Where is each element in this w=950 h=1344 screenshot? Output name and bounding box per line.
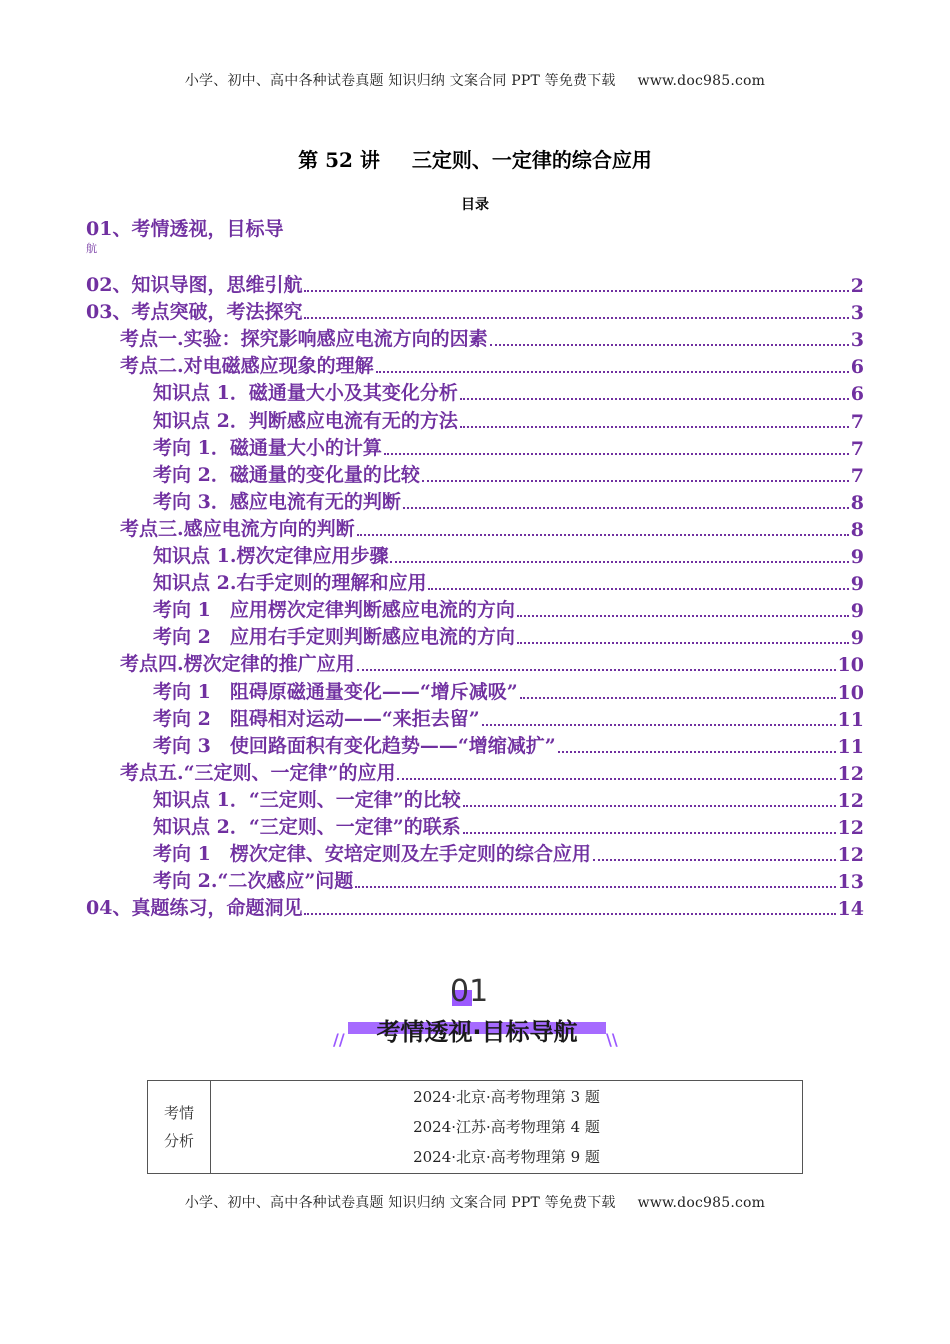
toc-entry-text: 考向 2 应用右手定则判断感应电流的方向: [153, 626, 515, 649]
toc-entry-page: 10: [837, 681, 864, 704]
toc-entry-text: 考向 1 阻碍原磁通量变化——“增斥减吸”: [153, 680, 518, 703]
lecture-number: 第 52 讲: [298, 148, 380, 172]
toc-entry[interactable]: [86, 595, 864, 622]
toc-entry[interactable]: [86, 433, 864, 460]
toc-entry-page: 9: [850, 573, 864, 596]
header-text: 小学、初中、高中各种试卷真题 知识归纳 文案合同 PPT 等免费下载: [184, 73, 616, 89]
toc-entry-text: 知识点 2．判断感应电流有无的方法: [153, 409, 458, 432]
toc-entry[interactable]: [86, 405, 864, 432]
exam-analysis-table: [147, 1080, 803, 1174]
toc-entry-page: 6: [850, 356, 864, 379]
toc-entry[interactable]: [86, 893, 864, 920]
toc-entry-page: 9: [850, 627, 864, 650]
toc-entry[interactable]: [86, 704, 864, 731]
toc-entry-page: 7: [850, 437, 864, 460]
toc-entry-text: 考点一.实验：探究影响感应电流方向的因素: [120, 328, 488, 351]
page-header: [0, 70, 950, 90]
toc-entry[interactable]: [86, 324, 864, 351]
toc-entry-text: 知识点 1．“三定则、一定律”的比较: [153, 788, 461, 811]
toc-entry-text: 04、真题练习，命题洞见: [86, 897, 303, 920]
toc-entry[interactable]: [86, 460, 864, 487]
analysis-label-cell: [148, 1081, 211, 1174]
toc-entry-text: 知识点 1．磁通量大小及其变化分析: [153, 382, 458, 405]
footer-text: 小学、初中、高中各种试卷真题 知识归纳 文案合同 PPT 等免费下载: [184, 1195, 616, 1211]
toc-entry-text: 考向 1 楞次定律、安培定则及左手定则的综合应用: [153, 843, 591, 866]
section-title: 考情透视·目标导航: [376, 1018, 578, 1046]
toc-entry[interactable]: [86, 839, 864, 866]
toc-entry-page: 11: [837, 735, 864, 758]
toc-entry[interactable]: [86, 676, 864, 703]
toc-entry-page: 12: [837, 789, 864, 812]
toc-entry-text: 知识点 1.楞次定律应用步骤: [153, 545, 389, 568]
toc-entry-page: 12: [837, 844, 864, 867]
toc-entry-text: 考向 2.“二次感应”问题: [153, 870, 354, 893]
toc-entry-text: 考点三.感应电流方向的判断: [120, 517, 355, 540]
toc-entry-01-wrap[interactable]: 航: [86, 242, 97, 255]
section-banner: [0, 974, 950, 1054]
toc-entry-page: 8: [850, 491, 864, 514]
toc-entry[interactable]: [86, 541, 864, 568]
toc-entry[interactable]: [86, 568, 864, 595]
toc-entry[interactable]: [86, 270, 864, 297]
toc-entry-page: 8: [850, 518, 864, 541]
toc-entry[interactable]: [86, 351, 864, 378]
toc-entry[interactable]: [86, 514, 864, 541]
toc-entry-page: 7: [850, 410, 864, 433]
toc-entry-page: 9: [850, 546, 864, 569]
analysis-label-line2: 分析: [163, 1132, 194, 1150]
toc-entry-page: 2: [850, 275, 864, 298]
toc-entry[interactable]: [86, 812, 864, 839]
toc-entry-page: 3: [850, 329, 864, 352]
toc-entry[interactable]: [86, 622, 864, 649]
toc-entry-text: 考向 2 阻碍相对运动——“来拒去留”: [153, 707, 480, 730]
toc-entry[interactable]: [86, 758, 864, 785]
toc-entry-page: 11: [837, 708, 864, 731]
lecture-name: 三定则、一定律的综合应用: [411, 148, 652, 172]
toc-entry-text: 知识点 2．“三定则、一定律”的联系: [153, 815, 461, 838]
slash-decoration-right: \\: [606, 1030, 618, 1049]
toc-entry[interactable]: [86, 297, 864, 324]
toc-entry[interactable]: [86, 649, 864, 676]
exam-item: 2024·北京·高考物理第 9 题: [413, 1148, 600, 1166]
toc-entry-text: 考向 1．磁通量大小的计算: [153, 436, 382, 459]
toc-entry-page: 3: [850, 302, 864, 325]
toc-entry[interactable]: [86, 785, 864, 812]
toc-entry[interactable]: [86, 487, 864, 514]
toc-entry-text: 03、考点突破，考法探究: [86, 301, 303, 324]
toc-heading: 目录: [461, 197, 489, 213]
section-number: 01: [450, 974, 489, 1009]
header-url[interactable]: www.doc985.com: [637, 73, 766, 89]
toc-entry-page: 14: [837, 898, 864, 921]
toc-entry[interactable]: [86, 378, 864, 405]
page-footer: [0, 1192, 950, 1212]
toc-entry-page: 13: [837, 871, 864, 894]
toc-entry[interactable]: [86, 731, 864, 758]
toc-entry-text: 考向 1 应用楞次定律判断感应电流的方向: [153, 599, 515, 622]
slash-decoration-left: //: [333, 1030, 345, 1049]
toc-entry-text: 知识点 2.右手定则的理解和应用: [153, 572, 427, 595]
toc-entry-page: 12: [837, 762, 864, 785]
toc-entry-page: 9: [850, 600, 864, 623]
toc-entry-page: 12: [837, 816, 864, 839]
toc-entry-page: 10: [837, 654, 864, 677]
toc-entry-text: 考向 3．感应电流有无的判断: [153, 490, 401, 513]
analysis-label-line1: 考情: [163, 1104, 194, 1122]
toc-entry-01[interactable]: 01、考情透视，目标导: [86, 218, 284, 240]
footer-url[interactable]: www.doc985.com: [637, 1195, 766, 1211]
lecture-title: [0, 144, 950, 173]
toc-entry-text: 考点五.“三定则、一定律”的应用: [120, 761, 396, 784]
analysis-exams-cell: [211, 1081, 803, 1174]
toc-entry-page: 7: [850, 464, 864, 487]
exam-item: 2024·北京·高考物理第 3 题: [413, 1088, 600, 1106]
toc-entry-text: 考点四.楞次定律的推广应用: [120, 653, 355, 676]
toc-entry-text: 考点二.对电磁感应现象的理解: [120, 355, 374, 378]
exam-item: 2024·江苏·高考物理第 4 题: [413, 1118, 600, 1136]
toc-entry-text: 考向 3 使回路面积有变化趋势——“增缩减扩”: [153, 734, 556, 757]
toc-entry-text: 02、知识导图，思维引航: [86, 274, 303, 297]
toc-entry-text: 考向 2．磁通量的变化量的比较: [153, 463, 420, 486]
toc-entry-page: 6: [850, 383, 864, 406]
toc-entry[interactable]: [86, 866, 864, 893]
table-of-contents: [86, 270, 864, 920]
